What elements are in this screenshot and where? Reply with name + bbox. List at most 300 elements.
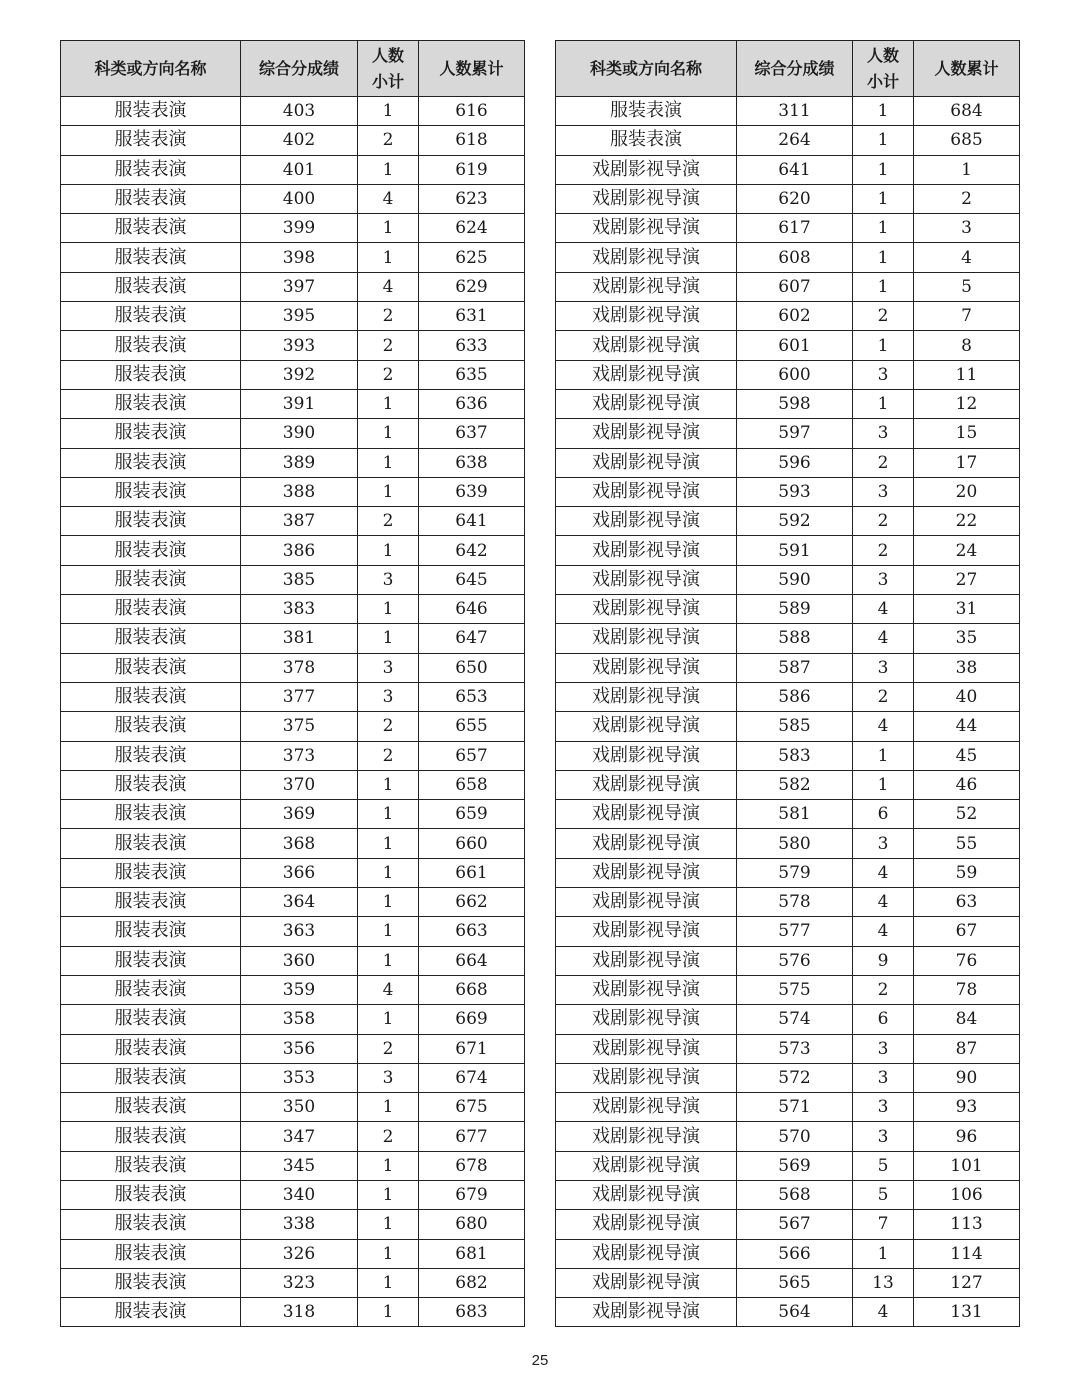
cell-name: 服装表演	[61, 800, 241, 829]
cell-count: 3	[853, 653, 914, 682]
cell-name: 服装表演	[61, 272, 241, 301]
cell-score: 402	[241, 126, 358, 155]
cell-count: 4	[853, 1298, 914, 1327]
cell-cumulative: 635	[419, 360, 525, 389]
cell-cumulative: 675	[419, 1093, 525, 1122]
cell-score: 385	[241, 565, 358, 594]
cell-name: 戏剧影视导演	[556, 1298, 737, 1327]
cell-name: 戏剧影视导演	[556, 770, 737, 799]
cell-cumulative: 664	[419, 946, 525, 975]
table-row	[61, 653, 525, 682]
cell-name: 服装表演	[61, 565, 241, 594]
cell-cumulative: 677	[419, 1122, 525, 1151]
cell-count: 9	[853, 946, 914, 975]
cell-cumulative: 59	[914, 858, 1020, 887]
header-count	[358, 41, 419, 97]
table-row	[61, 1268, 525, 1297]
table-row	[61, 682, 525, 711]
cell-cumulative: 618	[419, 126, 525, 155]
cell-score: 377	[241, 682, 358, 711]
cell-score: 386	[241, 536, 358, 565]
cell-cumulative: 11	[914, 360, 1020, 389]
cell-cumulative: 616	[419, 97, 525, 126]
cell-cumulative: 1	[914, 155, 1020, 184]
cell-name: 戏剧影视导演	[556, 155, 737, 184]
cell-cumulative: 4	[914, 243, 1020, 272]
cell-count: 1	[853, 126, 914, 155]
table-row	[61, 1151, 525, 1180]
table-row	[556, 419, 1020, 448]
cell-score: 581	[737, 800, 853, 829]
table-row	[556, 1093, 1020, 1122]
cell-name: 服装表演	[61, 1210, 241, 1239]
header-score: 综合分成绩	[737, 41, 853, 97]
cell-count: 1	[853, 770, 914, 799]
cell-name: 戏剧影视导演	[556, 1239, 737, 1268]
cell-score: 359	[241, 975, 358, 1004]
cell-count: 1	[358, 829, 419, 858]
cell-name: 服装表演	[61, 389, 241, 418]
cell-name: 服装表演	[61, 507, 241, 536]
cell-name: 戏剧影视导演	[556, 624, 737, 653]
table-row	[556, 946, 1020, 975]
table-row	[61, 712, 525, 741]
cell-name: 服装表演	[61, 126, 241, 155]
cell-name: 服装表演	[61, 917, 241, 946]
table-row	[61, 1005, 525, 1034]
cell-name: 服装表演	[61, 448, 241, 477]
header-count-line2: 小计	[866, 71, 899, 91]
cell-score: 399	[241, 214, 358, 243]
table-row	[556, 507, 1020, 536]
table-row	[61, 1239, 525, 1268]
cell-cumulative: 90	[914, 1063, 1020, 1092]
cell-count: 1	[853, 272, 914, 301]
cell-count: 1	[358, 888, 419, 917]
cell-score: 573	[737, 1034, 853, 1063]
table-row	[61, 1063, 525, 1092]
table-row	[61, 214, 525, 243]
cell-name: 戏剧影视导演	[556, 1063, 737, 1092]
cell-name: 服装表演	[61, 858, 241, 887]
cell-name: 服装表演	[61, 770, 241, 799]
table-row	[556, 1122, 1020, 1151]
cell-cumulative: 668	[419, 975, 525, 1004]
table-row	[556, 1239, 1020, 1268]
table-body-right	[556, 97, 1020, 1327]
cell-count: 1	[358, 448, 419, 477]
cell-score: 574	[737, 1005, 853, 1034]
cell-count: 1	[358, 800, 419, 829]
cell-count: 4	[358, 184, 419, 213]
cell-score: 390	[241, 419, 358, 448]
cell-name: 服装表演	[61, 1298, 241, 1327]
cell-name: 服装表演	[61, 331, 241, 360]
cell-name: 戏剧影视导演	[556, 917, 737, 946]
cell-cumulative: 669	[419, 1005, 525, 1034]
cell-score: 569	[737, 1151, 853, 1180]
cell-count: 3	[853, 1063, 914, 1092]
cell-count: 2	[358, 331, 419, 360]
cell-cumulative: 22	[914, 507, 1020, 536]
cell-score: 600	[737, 360, 853, 389]
score-table-left	[60, 40, 525, 1327]
table-row	[556, 1151, 1020, 1180]
header-name: 科类或方向名称	[556, 41, 737, 97]
table-row	[556, 624, 1020, 653]
cell-score: 586	[737, 682, 853, 711]
cell-count: 6	[853, 1005, 914, 1034]
cell-count: 1	[853, 1239, 914, 1268]
cell-count: 1	[853, 331, 914, 360]
cell-cumulative: 2	[914, 184, 1020, 213]
cell-score: 323	[241, 1268, 358, 1297]
cell-count: 1	[358, 595, 419, 624]
cell-count: 4	[853, 858, 914, 887]
cell-cumulative: 24	[914, 536, 1020, 565]
cell-count: 3	[853, 419, 914, 448]
cell-count: 4	[853, 917, 914, 946]
cell-cumulative: 12	[914, 389, 1020, 418]
cell-score: 264	[737, 126, 853, 155]
cell-cumulative: 639	[419, 477, 525, 506]
table-row	[556, 1268, 1020, 1297]
cell-count: 3	[853, 1122, 914, 1151]
table-row	[61, 536, 525, 565]
cell-count: 3	[853, 360, 914, 389]
cell-score: 583	[737, 741, 853, 770]
table-row	[556, 331, 1020, 360]
cell-score: 590	[737, 565, 853, 594]
cell-score: 364	[241, 888, 358, 917]
cell-count: 1	[853, 741, 914, 770]
cell-score: 383	[241, 595, 358, 624]
cell-cumulative: 45	[914, 741, 1020, 770]
cell-name: 服装表演	[61, 1093, 241, 1122]
header-count-line1: 人数	[371, 45, 404, 65]
table-row	[556, 800, 1020, 829]
table-row	[556, 126, 1020, 155]
header-count-line2: 小计	[371, 71, 404, 91]
cell-score: 350	[241, 1093, 358, 1122]
table-row	[556, 1034, 1020, 1063]
cell-count: 3	[853, 1093, 914, 1122]
cell-count: 1	[358, 214, 419, 243]
cell-name: 戏剧影视导演	[556, 829, 737, 858]
cell-name: 戏剧影视导演	[556, 389, 737, 418]
cell-name: 戏剧影视导演	[556, 419, 737, 448]
table-row	[556, 1005, 1020, 1034]
cell-score: 587	[737, 653, 853, 682]
cell-score: 366	[241, 858, 358, 887]
table-row	[61, 1034, 525, 1063]
header-count	[853, 41, 914, 97]
cell-name: 服装表演	[61, 1268, 241, 1297]
cell-name: 戏剧影视导演	[556, 1268, 737, 1297]
cell-name: 服装表演	[556, 126, 737, 155]
cell-count: 1	[358, 243, 419, 272]
cell-name: 戏剧影视导演	[556, 858, 737, 887]
table-row	[61, 477, 525, 506]
cell-count: 2	[358, 360, 419, 389]
cell-name: 戏剧影视导演	[556, 712, 737, 741]
cell-score: 311	[737, 97, 853, 126]
cell-cumulative: 680	[419, 1210, 525, 1239]
cell-cumulative: 619	[419, 155, 525, 184]
table-body-left	[61, 97, 525, 1327]
cell-count: 5	[853, 1151, 914, 1180]
table-row	[61, 1122, 525, 1151]
cell-name: 服装表演	[61, 477, 241, 506]
cell-name: 戏剧影视导演	[556, 272, 737, 301]
cell-name: 戏剧影视导演	[556, 595, 737, 624]
table-row	[61, 419, 525, 448]
cell-score: 395	[241, 302, 358, 331]
cell-count: 4	[853, 595, 914, 624]
cell-score: 356	[241, 1034, 358, 1063]
cell-count: 3	[358, 565, 419, 594]
cell-name: 戏剧影视导演	[556, 184, 737, 213]
header-cumulative: 人数累计	[914, 41, 1020, 97]
cell-score: 370	[241, 770, 358, 799]
cell-score: 398	[241, 243, 358, 272]
cell-score: 318	[241, 1298, 358, 1327]
cell-score: 570	[737, 1122, 853, 1151]
table-row	[61, 800, 525, 829]
cell-cumulative: 636	[419, 389, 525, 418]
cell-count: 2	[853, 507, 914, 536]
cell-count: 1	[853, 389, 914, 418]
cell-score: 578	[737, 888, 853, 917]
cell-cumulative: 131	[914, 1298, 1020, 1327]
cell-count: 4	[853, 624, 914, 653]
cell-count: 1	[358, 97, 419, 126]
table-row	[61, 917, 525, 946]
cell-cumulative: 63	[914, 888, 1020, 917]
cell-score: 393	[241, 331, 358, 360]
cell-name: 戏剧影视导演	[556, 1210, 737, 1239]
cell-score: 589	[737, 595, 853, 624]
cell-count: 1	[358, 624, 419, 653]
cell-count: 1	[853, 97, 914, 126]
cell-count: 1	[358, 770, 419, 799]
cell-cumulative: 40	[914, 682, 1020, 711]
cell-score: 592	[737, 507, 853, 536]
cell-count: 4	[358, 975, 419, 1004]
table-row	[61, 360, 525, 389]
table-header	[556, 41, 1020, 97]
cell-cumulative: 114	[914, 1239, 1020, 1268]
cell-score: 571	[737, 1093, 853, 1122]
cell-cumulative: 685	[914, 126, 1020, 155]
table-row	[61, 888, 525, 917]
cell-name: 服装表演	[61, 360, 241, 389]
table-row	[61, 97, 525, 126]
cell-name: 戏剧影视导演	[556, 214, 737, 243]
cell-score: 607	[737, 272, 853, 301]
cell-name: 服装表演	[61, 1151, 241, 1180]
cell-cumulative: 96	[914, 1122, 1020, 1151]
table-row	[556, 360, 1020, 389]
cell-count: 1	[358, 1005, 419, 1034]
cell-count: 2	[358, 302, 419, 331]
table-row	[556, 858, 1020, 887]
cell-cumulative: 101	[914, 1151, 1020, 1180]
cell-score: 373	[241, 741, 358, 770]
cell-name: 戏剧影视导演	[556, 888, 737, 917]
cell-score: 391	[241, 389, 358, 418]
cell-cumulative: 7	[914, 302, 1020, 331]
cell-name: 戏剧影视导演	[556, 975, 737, 1004]
cell-cumulative: 650	[419, 653, 525, 682]
cell-cumulative: 661	[419, 858, 525, 887]
cell-count: 2	[358, 1122, 419, 1151]
table-row	[556, 741, 1020, 770]
header-name: 科类或方向名称	[61, 41, 241, 97]
cell-score: 608	[737, 243, 853, 272]
table-row	[61, 595, 525, 624]
cell-name: 戏剧影视导演	[556, 1180, 737, 1209]
cell-cumulative: 623	[419, 184, 525, 213]
table-row	[556, 975, 1020, 1004]
cell-name: 服装表演	[61, 712, 241, 741]
cell-cumulative: 84	[914, 1005, 1020, 1034]
table-row	[61, 1210, 525, 1239]
cell-count: 3	[853, 477, 914, 506]
cell-name: 服装表演	[61, 946, 241, 975]
cell-name: 戏剧影视导演	[556, 653, 737, 682]
cell-score: 326	[241, 1239, 358, 1268]
cell-cumulative: 93	[914, 1093, 1020, 1122]
cell-name: 服装表演	[61, 184, 241, 213]
cell-score: 400	[241, 184, 358, 213]
cell-cumulative: 663	[419, 917, 525, 946]
cell-count: 1	[358, 1298, 419, 1327]
cell-name: 服装表演	[61, 155, 241, 184]
table-row	[61, 1298, 525, 1327]
cell-cumulative: 660	[419, 829, 525, 858]
cell-name: 服装表演	[61, 595, 241, 624]
cell-cumulative: 624	[419, 214, 525, 243]
cell-cumulative: 645	[419, 565, 525, 594]
cell-name: 戏剧影视导演	[556, 946, 737, 975]
table-row	[61, 975, 525, 1004]
table-row	[556, 243, 1020, 272]
table-row	[556, 302, 1020, 331]
cell-score: 566	[737, 1239, 853, 1268]
cell-count: 4	[358, 272, 419, 301]
cell-cumulative: 671	[419, 1034, 525, 1063]
header-count-line1: 人数	[866, 45, 899, 65]
cell-score: 585	[737, 712, 853, 741]
table-row	[61, 741, 525, 770]
cell-score: 564	[737, 1298, 853, 1327]
cell-name: 服装表演	[556, 97, 737, 126]
cell-name: 服装表演	[61, 888, 241, 917]
cell-count: 2	[853, 448, 914, 477]
cell-name: 服装表演	[61, 419, 241, 448]
cell-cumulative: 679	[419, 1180, 525, 1209]
cell-cumulative: 642	[419, 536, 525, 565]
cell-count: 6	[853, 800, 914, 829]
cell-name: 戏剧影视导演	[556, 1151, 737, 1180]
cell-score: 596	[737, 448, 853, 477]
cell-cumulative: 662	[419, 888, 525, 917]
cell-score: 567	[737, 1210, 853, 1239]
cell-count: 2	[358, 741, 419, 770]
cell-name: 服装表演	[61, 1180, 241, 1209]
cell-count: 1	[853, 184, 914, 213]
cell-name: 戏剧影视导演	[556, 682, 737, 711]
header-row	[61, 41, 525, 97]
cell-score: 576	[737, 946, 853, 975]
table-row	[61, 1180, 525, 1209]
cell-score: 358	[241, 1005, 358, 1034]
cell-cumulative: 55	[914, 829, 1020, 858]
cell-cumulative: 637	[419, 419, 525, 448]
cell-name: 戏剧影视导演	[556, 1122, 737, 1151]
cell-name: 服装表演	[61, 975, 241, 1004]
cell-cumulative: 27	[914, 565, 1020, 594]
cell-count: 1	[358, 946, 419, 975]
cell-name: 戏剧影视导演	[556, 331, 737, 360]
cell-cumulative: 76	[914, 946, 1020, 975]
cell-cumulative: 674	[419, 1063, 525, 1092]
cell-score: 347	[241, 1122, 358, 1151]
cell-cumulative: 87	[914, 1034, 1020, 1063]
cell-count: 1	[358, 419, 419, 448]
cell-name: 戏剧影视导演	[556, 741, 737, 770]
header-row	[556, 41, 1020, 97]
table-row	[61, 1093, 525, 1122]
cell-score: 582	[737, 770, 853, 799]
cell-score: 369	[241, 800, 358, 829]
cell-score: 565	[737, 1268, 853, 1297]
cell-name: 戏剧影视导演	[556, 800, 737, 829]
table-row	[556, 917, 1020, 946]
cell-count: 1	[358, 917, 419, 946]
cell-count: 3	[853, 565, 914, 594]
cell-count: 4	[853, 888, 914, 917]
table-row	[556, 1180, 1020, 1209]
cell-score: 588	[737, 624, 853, 653]
cell-name: 戏剧影视导演	[556, 1093, 737, 1122]
cell-name: 服装表演	[61, 214, 241, 243]
table-row	[61, 770, 525, 799]
cell-name: 服装表演	[61, 829, 241, 858]
cell-score: 368	[241, 829, 358, 858]
table-row	[61, 448, 525, 477]
cell-count: 4	[853, 712, 914, 741]
cell-cumulative: 684	[914, 97, 1020, 126]
cell-name: 戏剧影视导演	[556, 1005, 737, 1034]
cell-count: 1	[358, 1093, 419, 1122]
table-row	[556, 682, 1020, 711]
table-row	[556, 770, 1020, 799]
cell-cumulative: 78	[914, 975, 1020, 1004]
table-row	[556, 272, 1020, 301]
cell-count: 2	[853, 302, 914, 331]
cell-cumulative: 106	[914, 1180, 1020, 1209]
table-row	[61, 829, 525, 858]
table-row	[61, 389, 525, 418]
cell-count: 1	[358, 858, 419, 887]
cell-name: 服装表演	[61, 302, 241, 331]
cell-name: 戏剧影视导演	[556, 565, 737, 594]
cell-count: 5	[853, 1180, 914, 1209]
cell-name: 戏剧影视导演	[556, 507, 737, 536]
table-row	[61, 565, 525, 594]
